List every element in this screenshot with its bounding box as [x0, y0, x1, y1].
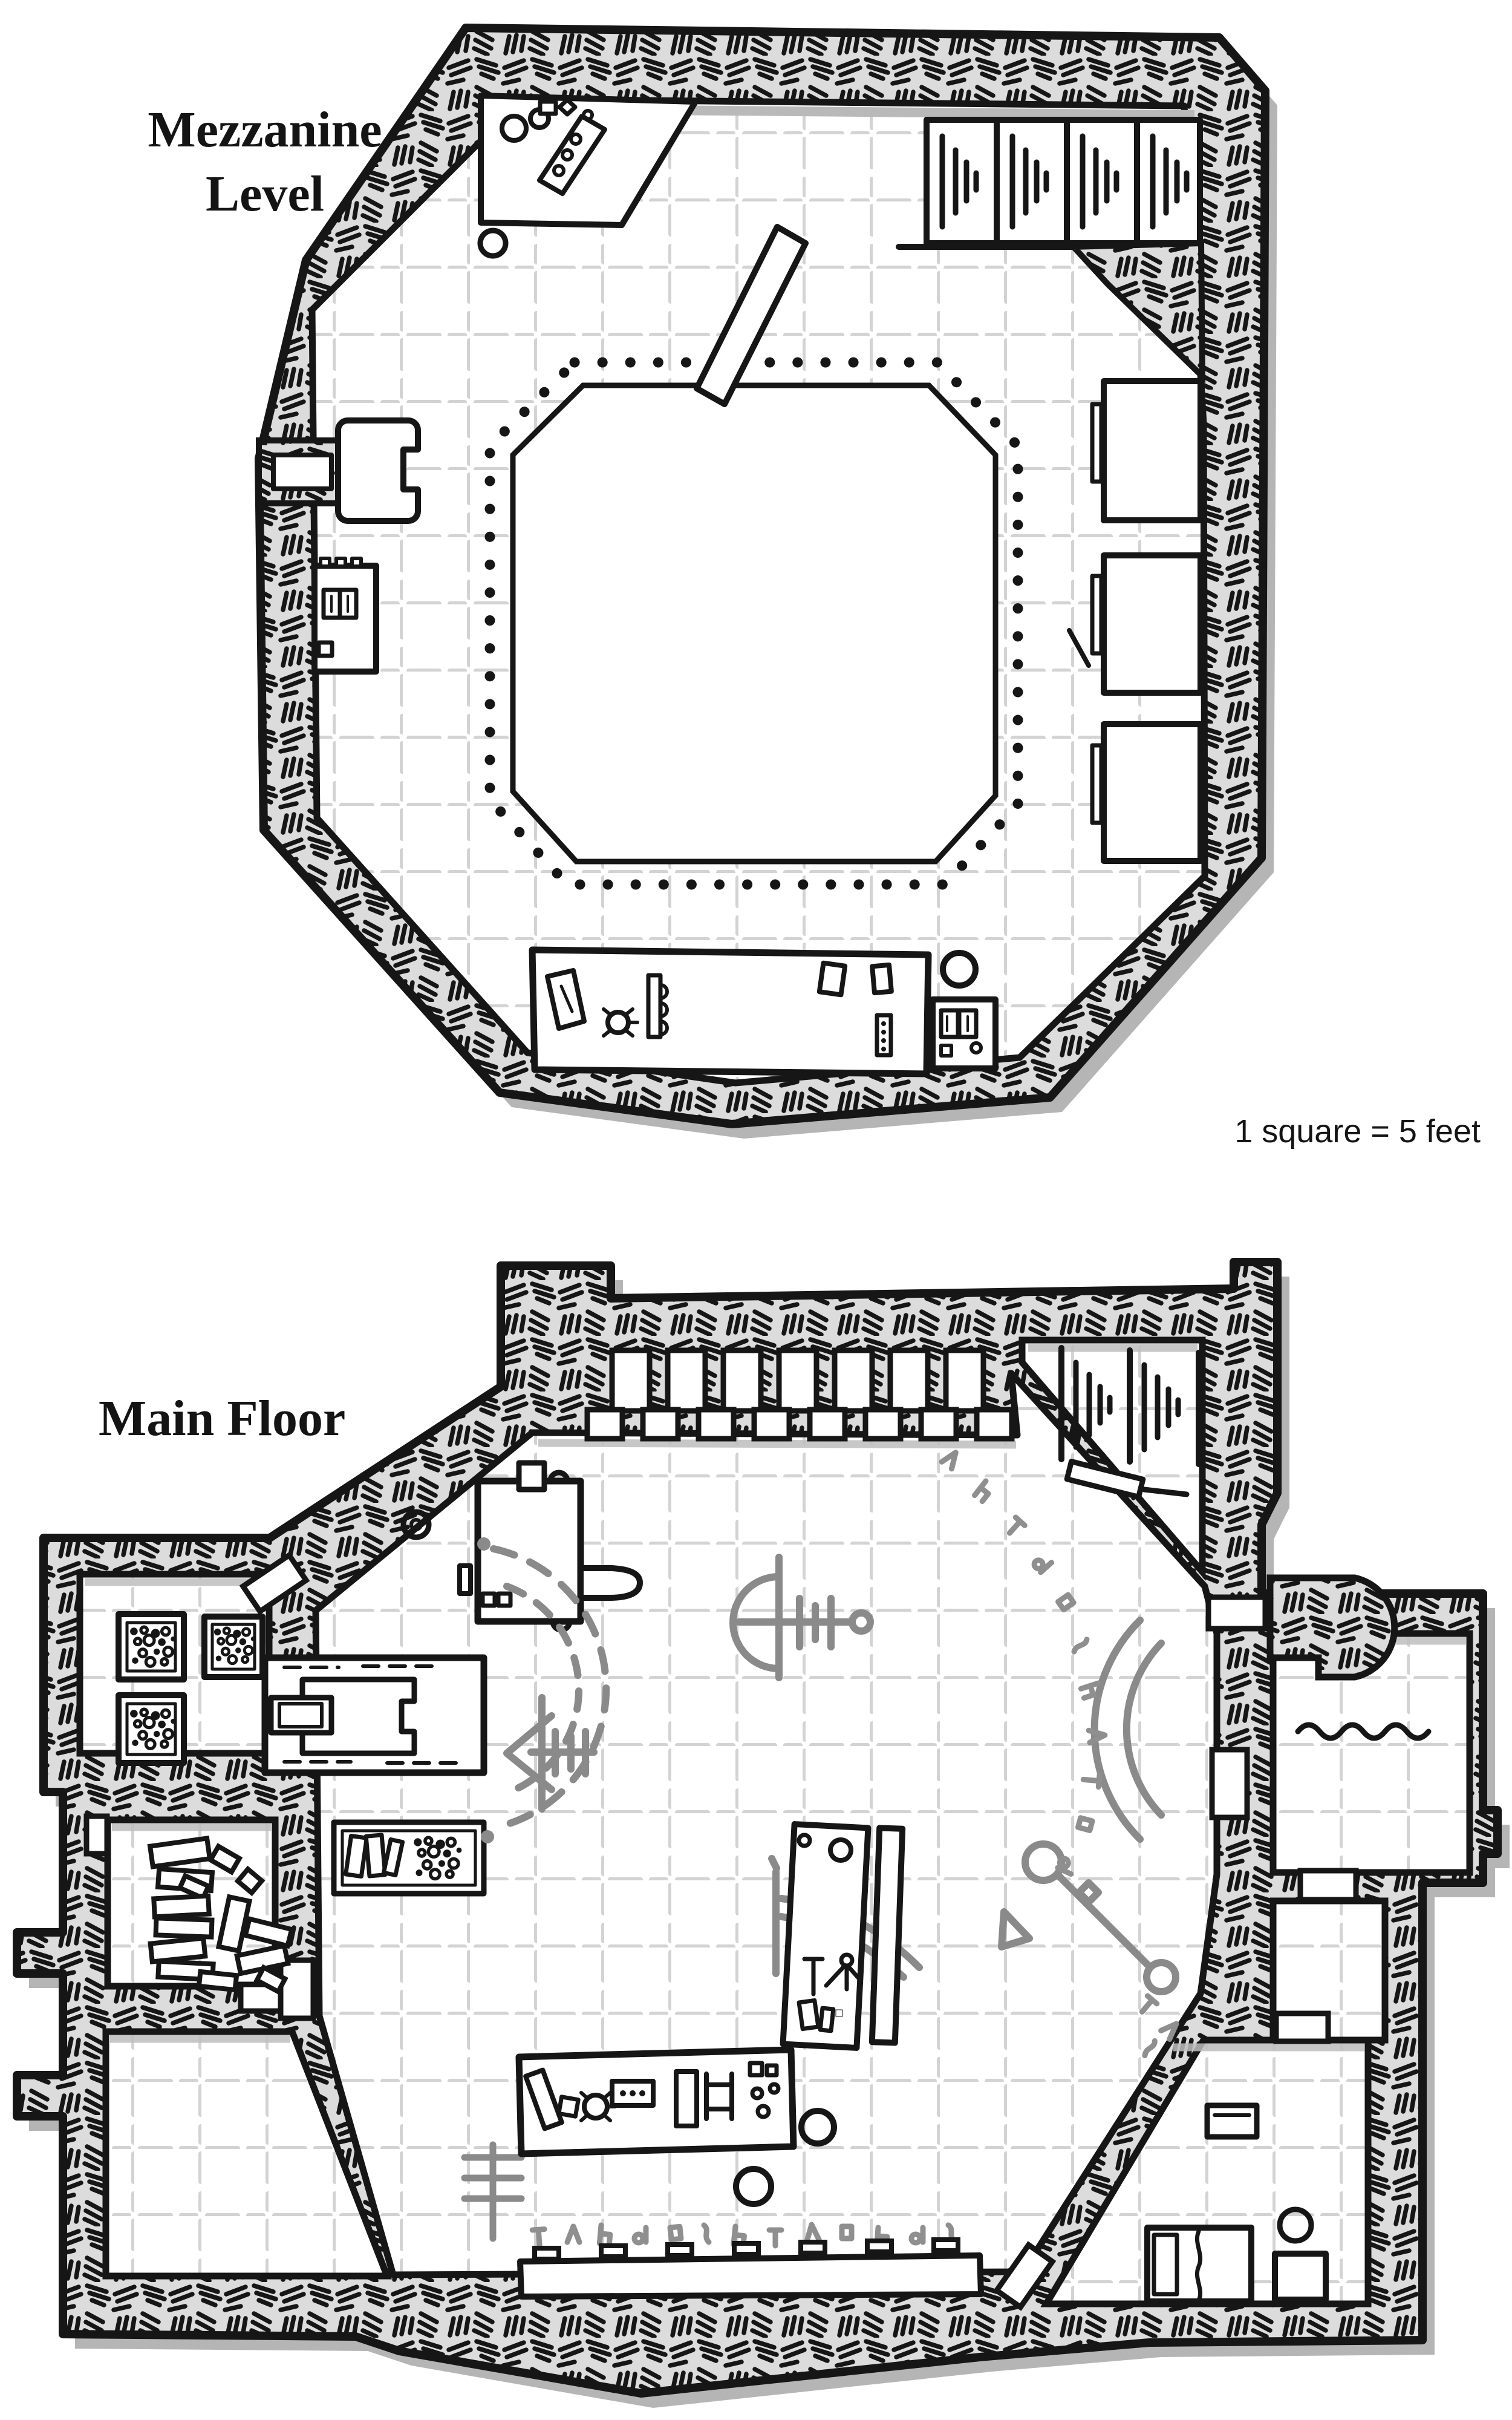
door: [1208, 1597, 1265, 1629]
door: [1276, 2013, 1328, 2041]
mezzanine-title-line2: Level: [206, 166, 324, 222]
chest: [1275, 2254, 1326, 2300]
balcony-opening: [490, 362, 1018, 885]
box-icon: [540, 102, 556, 114]
bottom-workbench: [519, 2050, 793, 2154]
rubble-tray: [334, 1822, 484, 1894]
anvil-horn: [581, 1568, 640, 1598]
wall-niche: [259, 440, 347, 503]
scribe-table: [783, 1824, 903, 2048]
armchair: [338, 420, 418, 521]
door: [1212, 1750, 1247, 1817]
altar-block: [265, 1658, 484, 1773]
opening-edge: [513, 385, 996, 862]
door: [281, 1960, 313, 2018]
wall-shelf: [1207, 2105, 1257, 2137]
bookshelf-unit: [899, 120, 1200, 247]
reading-table: [933, 999, 996, 1068]
door: [86, 1816, 107, 1854]
main-floor-title: Main Floor: [99, 1390, 346, 1447]
mezzanine-title-line1: Mezzanine: [148, 102, 382, 158]
pillow: [1154, 2235, 1177, 2294]
side-table: [314, 558, 376, 672]
scale-note: 1 square = 5 feet: [1234, 1113, 1481, 1150]
door: [1300, 1871, 1356, 1900]
long-work-table: [532, 950, 928, 1074]
mezzanine-map: [259, 28, 1277, 1139]
